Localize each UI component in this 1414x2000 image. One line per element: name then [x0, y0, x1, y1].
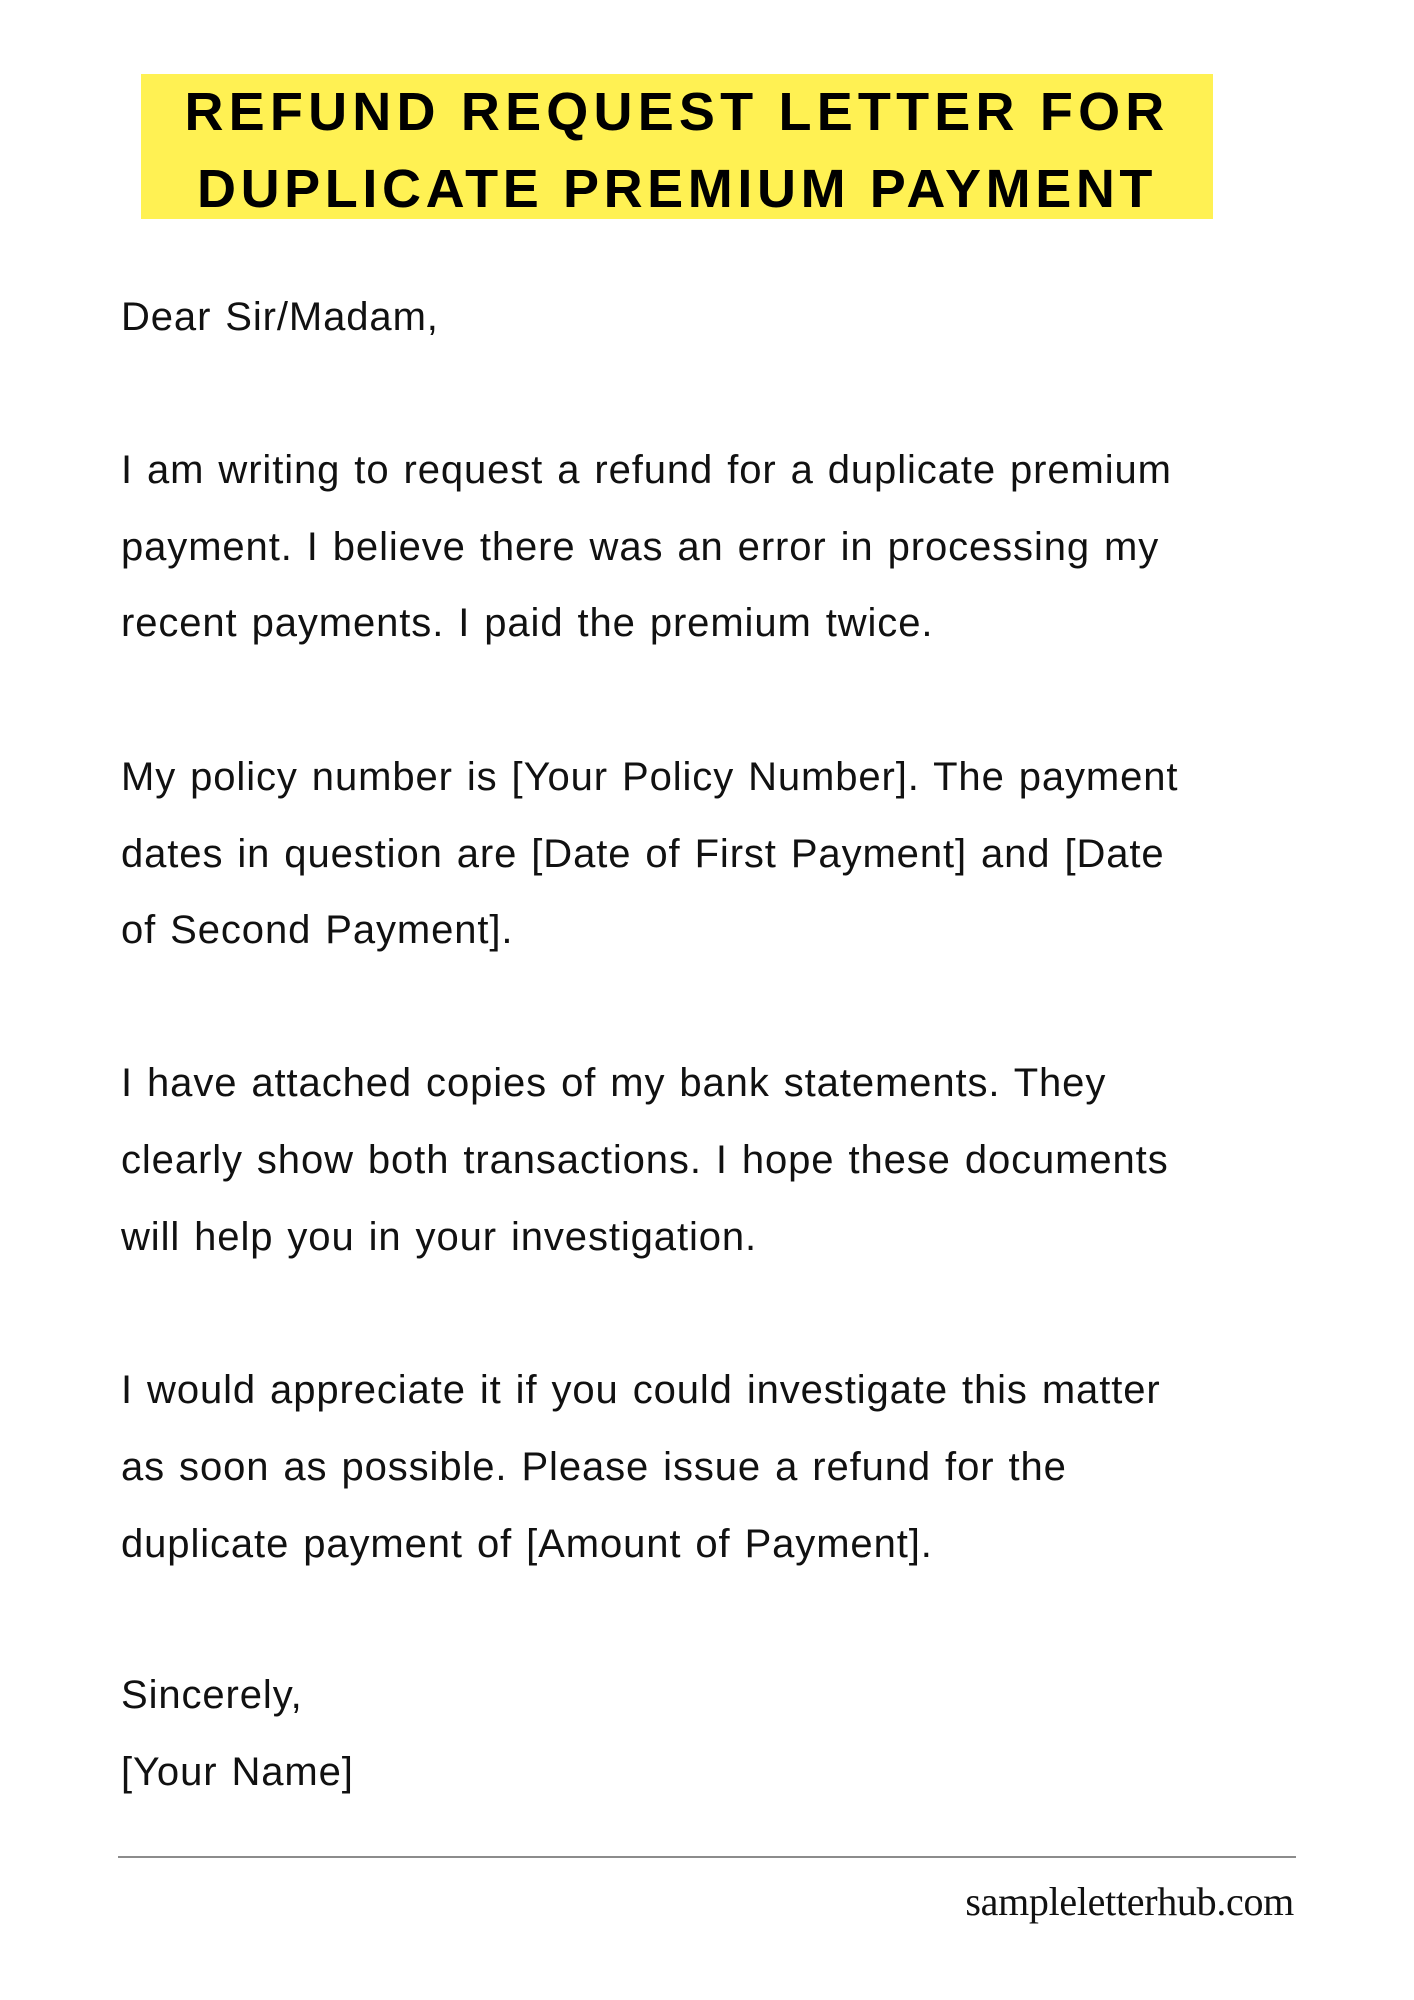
paragraph-line: recent payments. I paid the premium twice.: [121, 601, 934, 645]
paragraph-line: My policy number is [Your Policy Number]. The payment: [121, 755, 1179, 799]
paragraph-line: I would appreciate it if you could investigate this matter: [121, 1368, 1161, 1412]
page-title-line-2: DUPLICATE PREMIUM PAYMENT: [196, 159, 1158, 219]
footer-divider: [118, 1856, 1296, 1858]
paragraph-line: I have attached copies of my bank statements. They: [121, 1061, 1107, 1105]
paragraph-line: I am writing to request a refund for a duplicate premium: [121, 448, 1172, 492]
signature-placeholder: [Your Name]: [121, 1750, 354, 1794]
paragraph-line: clearly show both transactions. I hope these documents: [121, 1138, 1169, 1182]
closing: Sincerely,: [121, 1673, 303, 1717]
paragraph-line: of Second Payment].: [121, 908, 514, 952]
paragraph-line: will help you in your investigation.: [121, 1215, 758, 1259]
footer-site-name: sampleletterhub.com: [965, 1879, 1294, 1924]
paragraph-line: duplicate payment of [Amount of Payment].: [121, 1522, 933, 1566]
paragraph-line: as soon as possible. Please issue a refund for the: [121, 1445, 1067, 1489]
title-highlight-box: [141, 74, 1213, 219]
paragraph-line: payment. I believe there was an error in processing my: [121, 525, 1160, 569]
paragraph-line: dates in question are [Date of First Payment] and [Date: [121, 832, 1165, 876]
salutation: Dear Sir/Madam,: [121, 295, 439, 339]
page-title-line-1: REFUND REQUEST LETTER FOR: [184, 82, 1170, 142]
